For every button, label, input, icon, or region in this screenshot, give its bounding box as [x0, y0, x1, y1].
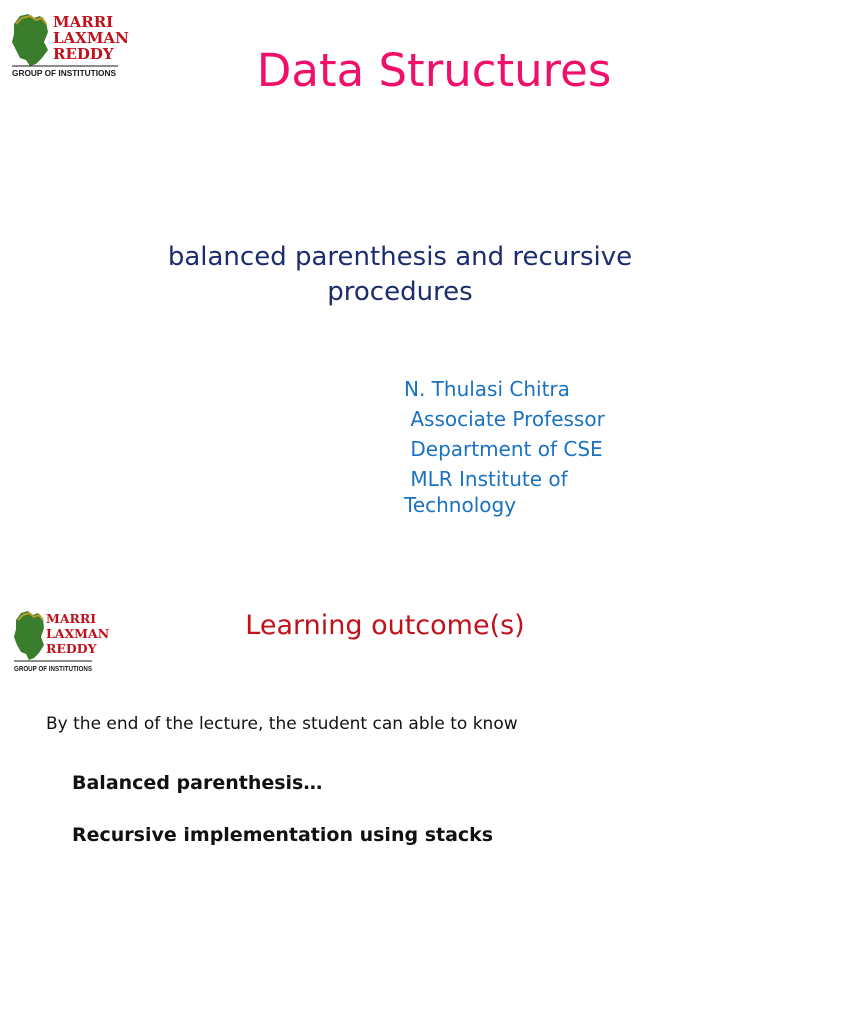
- author-department: Department of CSE: [404, 437, 603, 461]
- logo-line-laxman: LAXMAN: [46, 626, 110, 641]
- slide-subtitle: [120, 240, 680, 310]
- author-designation: Associate Professor: [404, 407, 605, 431]
- logo-line-marri: MARRI: [53, 13, 114, 31]
- logo-tagline: GROUP OF INSTITUTIONS: [12, 68, 117, 78]
- author-institute-line-1: MLR Institute of: [404, 467, 568, 491]
- logo-tagline: GROUP OF INSTITUTIONS: [14, 664, 93, 673]
- author-name: N. Thulasi Chitra: [404, 377, 570, 401]
- intro-text: By the end of the lecture, the student can able to know: [46, 714, 518, 734]
- author-block: [404, 376, 704, 518]
- subtitle-line-1: balanced parenthesis and recursive: [167, 242, 633, 272]
- logo-line-reddy: REDDY: [53, 45, 114, 63]
- author-institute-line-2: Technology: [404, 493, 517, 517]
- logo-line-laxman: LAXMAN: [53, 29, 129, 47]
- slide-title: Learning outcome(s): [245, 610, 525, 641]
- outcome-item-balanced-parenthesis: Balanced parenthesis…: [72, 772, 323, 794]
- slide-title: Data Structures: [256, 44, 612, 97]
- learning-outcomes-slide: [0, 580, 768, 1024]
- subtitle-line-2: procedures: [327, 277, 473, 307]
- outcome-item-recursive-implementation: Recursive implementation using stacks: [72, 824, 494, 846]
- logo-line-marri: MARRI: [46, 611, 97, 626]
- logo-line-reddy: REDDY: [46, 641, 97, 656]
